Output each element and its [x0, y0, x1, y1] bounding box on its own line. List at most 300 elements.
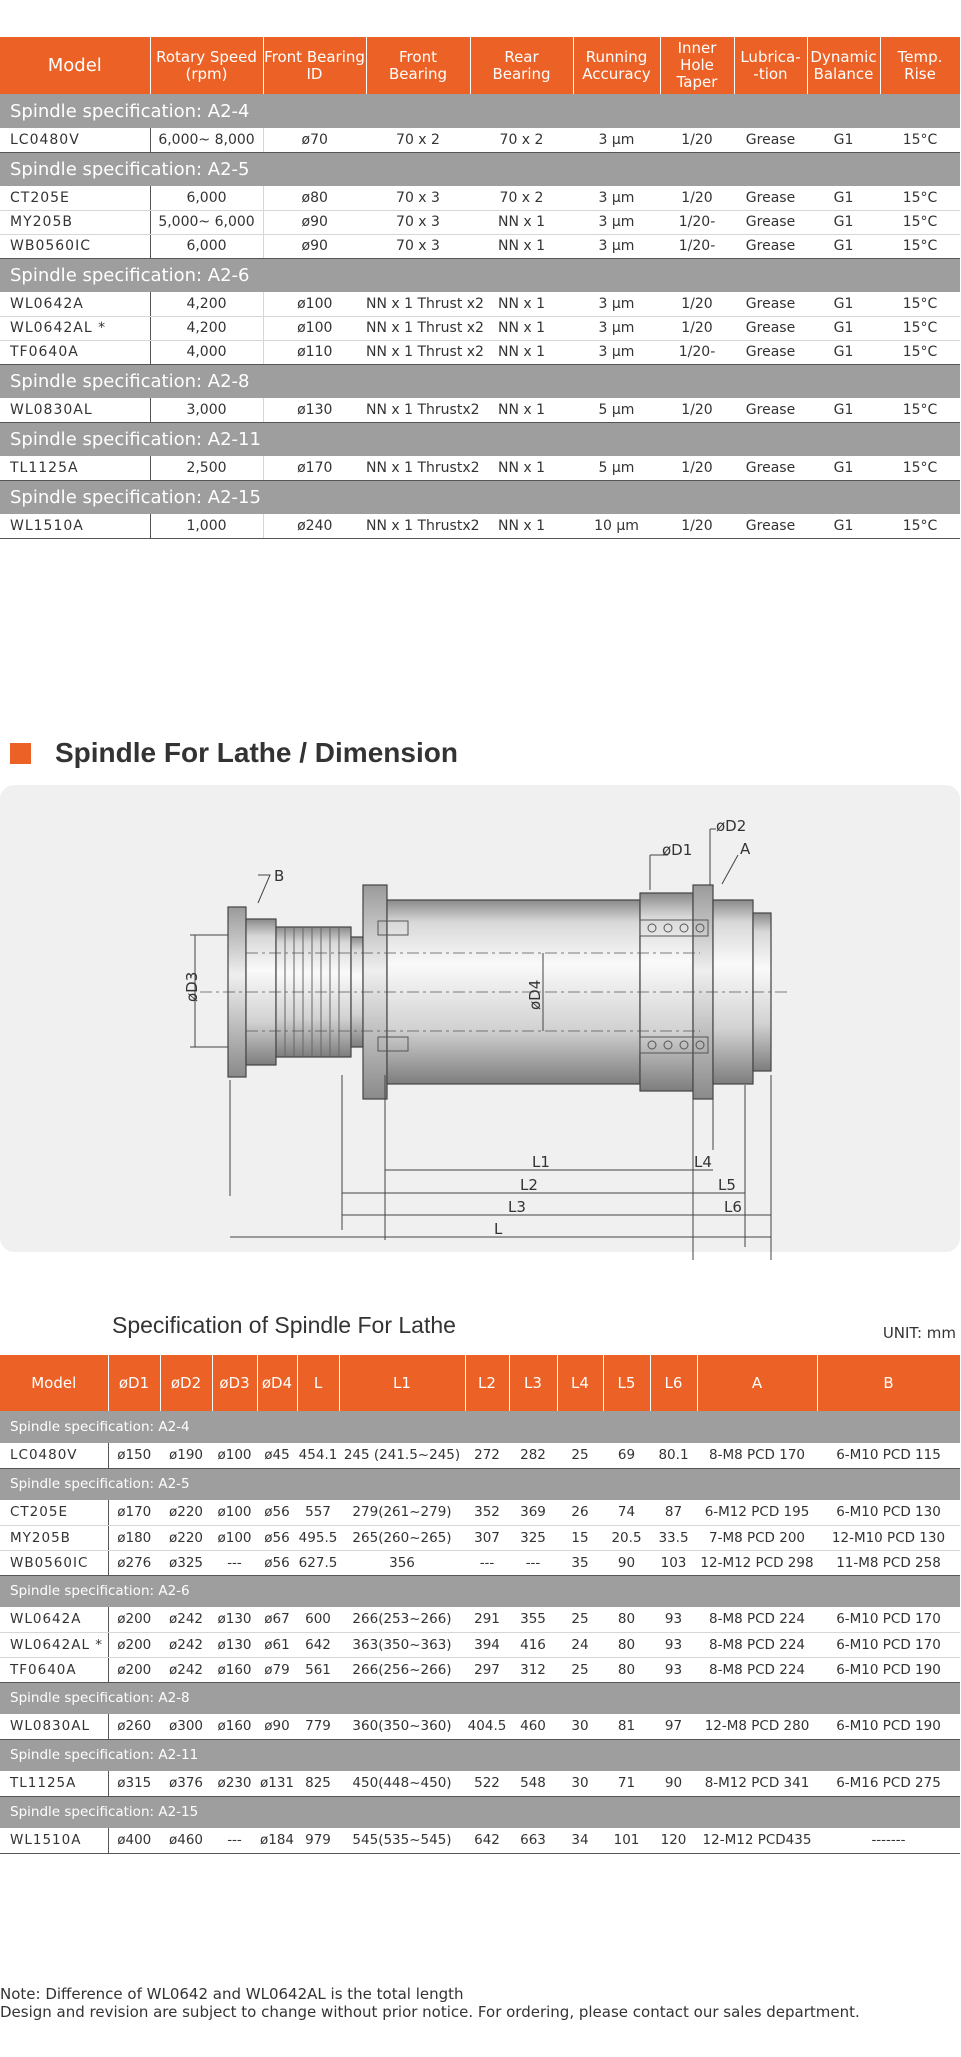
table-cell: 266(253~266) [339, 1607, 465, 1632]
table-cell: ------- [817, 1828, 960, 1853]
table-row [0, 316, 960, 340]
table-cell: ø220 [160, 1500, 212, 1525]
model-cell: WL0830AL [0, 398, 150, 422]
column-header: Rear Bearing [470, 37, 573, 94]
table-cell: 5 μm [573, 456, 660, 480]
table-cell: 416 [509, 1632, 557, 1657]
table-cell: 15°C [880, 340, 960, 364]
table-cell: NN x 1 Thrustx2 [366, 514, 470, 538]
note-line: Design and revision are subject to change without prior notice. For ordering, please contact our sales department. [0, 2003, 860, 2021]
table-cell: 6-M10 PCD 190 [817, 1714, 960, 1739]
table-cell: 1/20 [660, 186, 734, 210]
table-cell: Grease [734, 186, 807, 210]
column-header: L6 [650, 1355, 697, 1411]
spindle-drawing [0, 785, 960, 1252]
table-row [0, 456, 960, 480]
table-cell: 8-M12 PCD 341 [697, 1771, 817, 1796]
table-cell: ø180 [108, 1525, 160, 1550]
section-label: Spindle specification: A2-8 [0, 1682, 960, 1714]
table-cell: 363(350~363) [339, 1632, 465, 1657]
table-cell: ø110 [263, 340, 366, 364]
table-cell: 4,000 [150, 340, 263, 364]
label-l5: L5 [718, 1176, 736, 1194]
column-header: øD4 [257, 1355, 297, 1411]
table-cell: 70 x 3 [366, 186, 470, 210]
table-cell: 600 [297, 1607, 339, 1632]
table-cell: NN x 1 [470, 316, 573, 340]
table-cell: 15°C [880, 292, 960, 316]
model-cell: WL1510A [0, 1828, 108, 1853]
table-cell: 4,200 [150, 292, 263, 316]
spec-title: Specification of Spindle For Lathe [112, 1312, 456, 1338]
label-d1: øD1 [662, 841, 693, 859]
table-cell: 80.1 [650, 1443, 697, 1468]
section-label: Spindle specification: A2-5 [0, 1468, 960, 1500]
table-cell: 34 [557, 1828, 603, 1853]
table-row [0, 514, 960, 538]
table-cell: ø100 [212, 1525, 257, 1550]
table-cell: 663 [509, 1828, 557, 1853]
table-cell: ø260 [108, 1714, 160, 1739]
label-b: B [274, 867, 285, 885]
table-cell: 279(261~279) [339, 1500, 465, 1525]
table-cell: 7-M8 PCD 200 [697, 1525, 817, 1550]
table-cell: 454.1 [297, 1443, 339, 1468]
table-cell: Grease [734, 292, 807, 316]
table-cell: ø56 [257, 1525, 297, 1550]
table-cell: ø100 [263, 292, 366, 316]
table-cell: 80 [603, 1657, 650, 1682]
label-l: L [494, 1220, 503, 1238]
table-cell: 4,200 [150, 316, 263, 340]
table-cell: 282 [509, 1443, 557, 1468]
table-cell: ø80 [263, 186, 366, 210]
table-cell: ø325 [160, 1550, 212, 1575]
model-cell: LC0480V [0, 128, 150, 152]
table-cell: 93 [650, 1657, 697, 1682]
table-cell: 25 [557, 1657, 603, 1682]
table-cell: ø220 [160, 1525, 212, 1550]
table-cell: 394 [465, 1632, 509, 1657]
spindle-dimension-diagram [0, 785, 960, 1252]
table-cell: 3 μm [573, 292, 660, 316]
table-cell: 3 μm [573, 186, 660, 210]
table-cell: ø184 [257, 1828, 297, 1853]
column-header: Front Bearing [366, 37, 470, 94]
table-cell: 74 [603, 1500, 650, 1525]
label-l1: L1 [532, 1153, 550, 1171]
table-cell: 557 [297, 1500, 339, 1525]
table-cell: 6,000 [150, 234, 263, 258]
table-row [0, 1632, 960, 1657]
table-cell: 460 [509, 1714, 557, 1739]
table-row [0, 1714, 960, 1739]
table-cell: 291 [465, 1607, 509, 1632]
column-header: øD3 [212, 1355, 257, 1411]
table-cell: ø100 [212, 1443, 257, 1468]
table-row [0, 210, 960, 234]
table-cell: ø190 [160, 1443, 212, 1468]
table-cell: G1 [807, 128, 880, 152]
table-cell: 70 x 3 [366, 234, 470, 258]
table-cell: ø90 [257, 1714, 297, 1739]
table-cell: 15°C [880, 186, 960, 210]
section-label: Spindle specification: A2-4 [0, 1411, 960, 1443]
heading-square-icon [10, 743, 31, 764]
table-cell: 1/20- [660, 340, 734, 364]
table-cell: ø240 [263, 514, 366, 538]
table-cell: 297 [465, 1657, 509, 1682]
section-label: Spindle specification: A2-15 [0, 1796, 960, 1828]
table-cell: 369 [509, 1500, 557, 1525]
table-cell: 8-M8 PCD 224 [697, 1632, 817, 1657]
table-cell: 35 [557, 1550, 603, 1575]
model-cell: WL0642A [0, 1607, 108, 1632]
table-cell: 70 x 2 [470, 186, 573, 210]
table-row [0, 128, 960, 152]
section-heading [10, 735, 458, 771]
table-cell: ø200 [108, 1657, 160, 1682]
table-cell: 6-M12 PCD 195 [697, 1500, 817, 1525]
table-cell: 307 [465, 1525, 509, 1550]
column-header: A [697, 1355, 817, 1411]
table-cell: 1/20 [660, 128, 734, 152]
table-cell: NN x 1 Thrustx2 [366, 456, 470, 480]
table-cell: --- [212, 1828, 257, 1853]
table-cell: ø300 [160, 1714, 212, 1739]
table-cell: 25 [557, 1443, 603, 1468]
table-cell: 80 [603, 1632, 650, 1657]
table-cell: 627.5 [297, 1550, 339, 1575]
table-cell: ø90 [263, 210, 366, 234]
table-cell: 355 [509, 1607, 557, 1632]
table-cell: G1 [807, 292, 880, 316]
table-cell: Grease [734, 128, 807, 152]
model-cell: WL0830AL [0, 1714, 108, 1739]
table-cell: 70 x 2 [470, 128, 573, 152]
table-cell: ø376 [160, 1771, 212, 1796]
table-cell: G1 [807, 186, 880, 210]
table-cell: 30 [557, 1771, 603, 1796]
table-cell: 1/20 [660, 514, 734, 538]
model-cell: CT205E [0, 1500, 108, 1525]
label-a: A [740, 840, 751, 858]
model-cell: WL1510A [0, 514, 150, 538]
column-header: Model [0, 1355, 108, 1411]
label-l2: L2 [520, 1176, 538, 1194]
table-cell: 3 μm [573, 340, 660, 364]
table-cell: 30 [557, 1714, 603, 1739]
section-heading-text: Spindle For Lathe / Dimension [55, 737, 458, 768]
table-cell: 15°C [880, 210, 960, 234]
table-cell: ø61 [257, 1632, 297, 1657]
table-cell: 312 [509, 1657, 557, 1682]
table-row [0, 1657, 960, 1682]
table-cell: 3 μm [573, 128, 660, 152]
table-cell: 15°C [880, 234, 960, 258]
table-cell: ø70 [263, 128, 366, 152]
table-cell: 245 (241.5~245) [339, 1443, 465, 1468]
table-cell: 26 [557, 1500, 603, 1525]
table-cell: 6-M10 PCD 130 [817, 1500, 960, 1525]
label-d2: øD2 [716, 817, 747, 835]
table-cell: --- [465, 1550, 509, 1575]
table-cell: 71 [603, 1771, 650, 1796]
section-label: Spindle specification: A2-8 [0, 364, 960, 398]
label-d3: øD3 [183, 971, 201, 1002]
model-cell: TL1125A [0, 1771, 108, 1796]
table-cell: 1/20 [660, 292, 734, 316]
table-cell: ø56 [257, 1550, 297, 1575]
table-cell: 825 [297, 1771, 339, 1796]
model-cell: WL0642AL * [0, 1632, 108, 1657]
table-cell: 6,000~ 8,000 [150, 128, 263, 152]
table-cell: 6-M10 PCD 115 [817, 1443, 960, 1468]
column-header: L2 [465, 1355, 509, 1411]
table-cell: 81 [603, 1714, 650, 1739]
table-cell: 3 μm [573, 234, 660, 258]
model-cell: LC0480V [0, 1443, 108, 1468]
table-row [0, 292, 960, 316]
table-cell: 69 [603, 1443, 650, 1468]
table-cell: 15°C [880, 514, 960, 538]
table-cell: 779 [297, 1714, 339, 1739]
model-cell: MY205B [0, 1525, 108, 1550]
column-header: Model [0, 37, 150, 94]
column-header: Temp. Rise [880, 37, 960, 94]
table-cell: Grease [734, 398, 807, 422]
table-cell: ø276 [108, 1550, 160, 1575]
table-cell: 33.5 [650, 1525, 697, 1550]
column-header: L [297, 1355, 339, 1411]
table-cell: G1 [807, 456, 880, 480]
table-cell: 3 μm [573, 316, 660, 340]
table-cell: 3,000 [150, 398, 263, 422]
table-cell: 15°C [880, 128, 960, 152]
table-cell: 548 [509, 1771, 557, 1796]
table-cell: 266(256~266) [339, 1657, 465, 1682]
table-cell: Grease [734, 514, 807, 538]
model-cell: TF0640A [0, 1657, 108, 1682]
table-cell: Grease [734, 316, 807, 340]
table-cell: 522 [465, 1771, 509, 1796]
table-cell: ø79 [257, 1657, 297, 1682]
table-cell: G1 [807, 340, 880, 364]
table-cell: G1 [807, 210, 880, 234]
table-cell: G1 [807, 234, 880, 258]
table-row [0, 1828, 960, 1853]
table-cell: 15°C [880, 456, 960, 480]
table-cell: 2,500 [150, 456, 263, 480]
table-cell: 5,000~ 6,000 [150, 210, 263, 234]
column-header: Running Accuracy [573, 37, 660, 94]
model-cell: TF0640A [0, 340, 150, 364]
table-cell: ø460 [160, 1828, 212, 1853]
table-cell: NN x 1 Thrust x2 [366, 340, 470, 364]
column-header: Lubrica- -tion [734, 37, 807, 94]
table-cell: 1/20- [660, 210, 734, 234]
table-cell: 15°C [880, 316, 960, 340]
column-header: øD1 [108, 1355, 160, 1411]
label-l3: L3 [508, 1198, 526, 1216]
table-row [0, 398, 960, 422]
table-cell: 93 [650, 1632, 697, 1657]
table-cell: 10 μm [573, 514, 660, 538]
table-cell: 101 [603, 1828, 650, 1853]
table-cell: ø45 [257, 1443, 297, 1468]
table-cell: ø315 [108, 1771, 160, 1796]
table-cell: ø230 [212, 1771, 257, 1796]
label-d4: øD4 [526, 979, 544, 1010]
table-cell: 70 x 2 [366, 128, 470, 152]
table-cell: 6-M10 PCD 190 [817, 1657, 960, 1682]
column-header: Front Bearing ID [263, 37, 366, 94]
column-header: L4 [557, 1355, 603, 1411]
table-cell: ø170 [263, 456, 366, 480]
column-header: Rotary Speed (rpm) [150, 37, 263, 94]
table-cell: G1 [807, 316, 880, 340]
table-cell: 8-M8 PCD 170 [697, 1443, 817, 1468]
table-cell: ø200 [108, 1607, 160, 1632]
table-cell: 80 [603, 1607, 650, 1632]
table-cell: ø131 [257, 1771, 297, 1796]
label-l4: L4 [694, 1153, 712, 1171]
footnotes [0, 1985, 860, 2021]
table-cell: G1 [807, 514, 880, 538]
table-cell: 8-M8 PCD 224 [697, 1657, 817, 1682]
model-cell: MY205B [0, 210, 150, 234]
table-cell: ø160 [212, 1714, 257, 1739]
table-cell: 6-M10 PCD 170 [817, 1607, 960, 1632]
table-cell: 8-M8 PCD 224 [697, 1607, 817, 1632]
label-l6: L6 [724, 1198, 742, 1216]
table-cell: 70 x 3 [366, 210, 470, 234]
table-row [0, 1550, 960, 1575]
section-label: Spindle specification: A2-5 [0, 152, 960, 186]
table-cell: ø170 [108, 1500, 160, 1525]
table-cell: 1/20 [660, 456, 734, 480]
table-cell: NN x 1 Thrustx2 [366, 398, 470, 422]
table-cell: 1/20- [660, 234, 734, 258]
table-cell: 90 [603, 1550, 650, 1575]
table-cell: 325 [509, 1525, 557, 1550]
table-cell: Grease [734, 210, 807, 234]
table-row [0, 1443, 960, 1468]
table-cell: Grease [734, 456, 807, 480]
table-cell: ø160 [212, 1657, 257, 1682]
table-cell: 11-M8 PCD 258 [817, 1550, 960, 1575]
model-cell: WL0642A [0, 292, 150, 316]
table-cell: 15 [557, 1525, 603, 1550]
table-cell: 5 μm [573, 398, 660, 422]
table-cell: ø67 [257, 1607, 297, 1632]
column-header: L5 [603, 1355, 650, 1411]
table-cell: 561 [297, 1657, 339, 1682]
table-cell: 97 [650, 1714, 697, 1739]
bearing-spec-table [0, 37, 961, 539]
table-cell: --- [212, 1550, 257, 1575]
table-cell: 642 [465, 1828, 509, 1853]
table-cell: 12-M10 PCD 130 [817, 1525, 960, 1550]
section-label: Spindle specification: A2-6 [0, 1575, 960, 1607]
note-line: Note: Difference of WL0642 and WL0642AL is the total length [0, 1985, 464, 2003]
table-row [0, 186, 960, 210]
unit-label: UNIT: mm [882, 1324, 956, 1342]
table-cell: 15°C [880, 398, 960, 422]
dimension-spec-table [0, 1355, 961, 1854]
table-cell: NN x 1 Thrust x2 [366, 316, 470, 340]
table-cell: 90 [650, 1771, 697, 1796]
table-cell: 265(260~265) [339, 1525, 465, 1550]
model-cell: WL0642AL * [0, 316, 150, 340]
table-cell: 1/20 [660, 398, 734, 422]
table-cell: ø90 [263, 234, 366, 258]
table-cell: 642 [297, 1632, 339, 1657]
column-header: Dynamic Balance [807, 37, 880, 94]
column-header: Inner Hole Taper [660, 37, 734, 94]
table-cell: Grease [734, 234, 807, 258]
table-cell: --- [509, 1550, 557, 1575]
model-cell: CT205E [0, 186, 150, 210]
section-label: Spindle specification: A2-6 [0, 258, 960, 292]
section-label: Spindle specification: A2-4 [0, 94, 960, 128]
table-cell: NN x 1 Thrust x2 [366, 292, 470, 316]
table-cell: ø130 [212, 1632, 257, 1657]
section-label: Spindle specification: A2-11 [0, 1739, 960, 1771]
table-cell: NN x 1 [470, 514, 573, 538]
table-cell: ø100 [263, 316, 366, 340]
section-label: Spindle specification: A2-11 [0, 422, 960, 456]
section-label: Spindle specification: A2-15 [0, 480, 960, 514]
table-cell: 360(350~360) [339, 1714, 465, 1739]
table-cell: 12-M12 PCD435 [697, 1828, 817, 1853]
table-cell: 272 [465, 1443, 509, 1468]
table-cell: ø400 [108, 1828, 160, 1853]
table-cell: 12-M12 PCD 298 [697, 1550, 817, 1575]
table-cell: 25 [557, 1607, 603, 1632]
table-cell: 20.5 [603, 1525, 650, 1550]
column-header: L3 [509, 1355, 557, 1411]
table-row [0, 1525, 960, 1550]
table-cell: 3 μm [573, 210, 660, 234]
table-cell: 450(448~450) [339, 1771, 465, 1796]
table-cell: ø242 [160, 1657, 212, 1682]
table-cell: ø100 [212, 1500, 257, 1525]
table-row [0, 1607, 960, 1632]
table-cell: ø242 [160, 1632, 212, 1657]
table-cell: 352 [465, 1500, 509, 1525]
table-cell: ø56 [257, 1500, 297, 1525]
table-cell: ø200 [108, 1632, 160, 1657]
table-cell: 6-M16 PCD 275 [817, 1771, 960, 1796]
model-cell: WB0560IC [0, 234, 150, 258]
table-cell: NN x 1 [470, 340, 573, 364]
table-cell: ø130 [263, 398, 366, 422]
table-cell: 6,000 [150, 186, 263, 210]
table-cell: 1/20 [660, 316, 734, 340]
column-header: L1 [339, 1355, 465, 1411]
table-cell: 545(535~545) [339, 1828, 465, 1853]
table-cell: NN x 1 [470, 210, 573, 234]
table-cell: 87 [650, 1500, 697, 1525]
table-cell: 6-M10 PCD 170 [817, 1632, 960, 1657]
table-cell: 24 [557, 1632, 603, 1657]
table-row [0, 340, 960, 364]
table-cell: 404.5 [465, 1714, 509, 1739]
table-cell: ø150 [108, 1443, 160, 1468]
table-cell: 12-M8 PCD 280 [697, 1714, 817, 1739]
table-cell: 356 [339, 1550, 465, 1575]
